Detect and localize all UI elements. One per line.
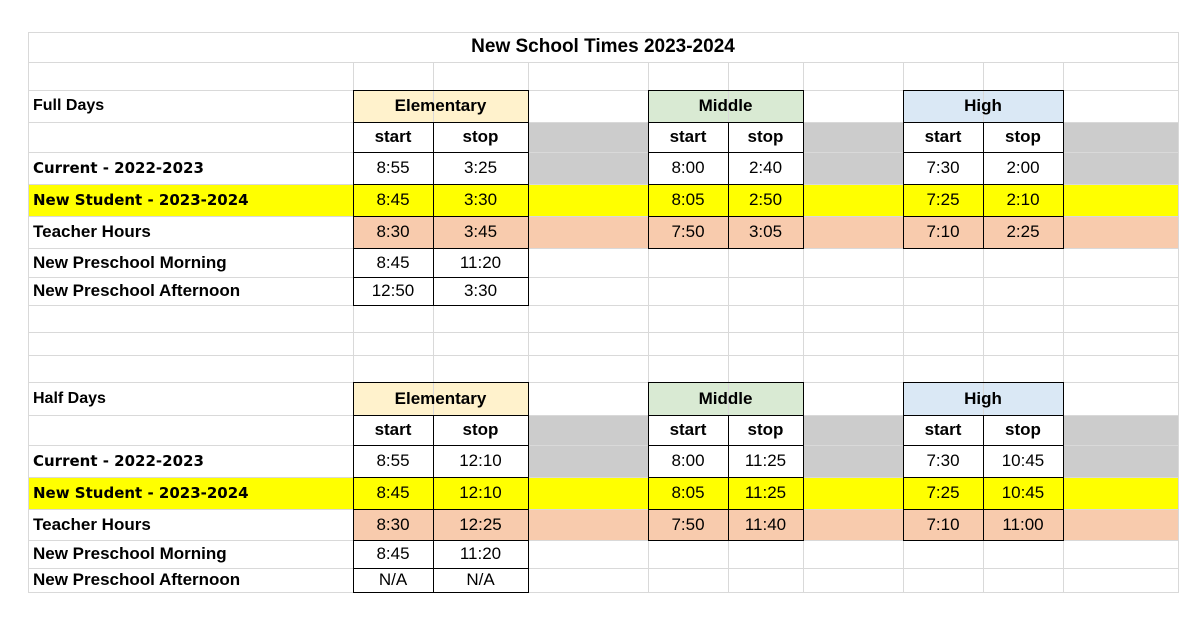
school-times-sheet bbox=[28, 32, 1178, 592]
elementary-start-time: N/A bbox=[378, 570, 408, 589]
horizontal-gridline bbox=[28, 355, 1179, 356]
middle-start-time: 8:05 bbox=[671, 190, 705, 209]
row-label: New Student - 2023-2024 bbox=[33, 191, 249, 209]
high-stop-time: 10:45 bbox=[1001, 483, 1045, 502]
row-label: Current - 2022-2023 bbox=[33, 159, 204, 177]
vertical-gridline bbox=[528, 62, 529, 592]
elementary-start-time: 8:30 bbox=[376, 222, 410, 241]
stop-header: stop bbox=[747, 127, 784, 146]
high-start-time: 7:25 bbox=[926, 190, 960, 209]
elementary-start-time: 8:45 bbox=[376, 190, 410, 209]
elementary-stop-time: 12:10 bbox=[459, 483, 502, 502]
group-header-middle: Middle bbox=[698, 96, 753, 115]
elementary-start-time: 8:45 bbox=[376, 483, 410, 502]
vertical-gridline bbox=[1063, 62, 1064, 592]
elementary-stop-time: 12:25 bbox=[459, 514, 502, 534]
gray-filler bbox=[803, 122, 903, 152]
middle-stop-time: 3:05 bbox=[748, 222, 783, 241]
group-header-elementary: Elementary bbox=[394, 388, 487, 408]
group-header-elementary: Elementary bbox=[394, 96, 487, 115]
horizontal-gridline bbox=[28, 305, 1179, 306]
gray-filler bbox=[803, 415, 903, 445]
stop-header: stop bbox=[1005, 420, 1041, 439]
section-label: Half Days bbox=[33, 389, 106, 407]
start-header: start bbox=[374, 420, 412, 439]
high-stop-time: 2:10 bbox=[1006, 190, 1040, 209]
start-header: start bbox=[924, 420, 962, 439]
middle-stop-time: 11:25 bbox=[744, 483, 787, 502]
middle-start-time: 7:50 bbox=[671, 222, 705, 241]
row-label: New Preschool Afternoon bbox=[33, 570, 241, 589]
stop-header: stop bbox=[747, 420, 784, 439]
row-label: Current - 2022-2023 bbox=[33, 452, 204, 470]
start-header: start bbox=[669, 127, 707, 146]
middle-stop-time: 2:40 bbox=[748, 158, 783, 177]
row-label: New Student - 2023-2024 bbox=[33, 484, 249, 502]
middle-stop-time: 11:25 bbox=[744, 451, 787, 470]
horizontal-gridline bbox=[28, 62, 1179, 63]
stop-header: stop bbox=[1005, 127, 1041, 146]
high-start-time: 7:10 bbox=[926, 514, 960, 534]
section-label: Full Days bbox=[33, 97, 105, 114]
high-start-time: 7:30 bbox=[926, 451, 960, 470]
elementary-stop-time: 11:20 bbox=[459, 252, 502, 272]
middle-start-time: 8:00 bbox=[671, 158, 705, 177]
gray-filler bbox=[1063, 152, 1178, 184]
high-start-time: 7:25 bbox=[926, 483, 960, 502]
group-header-middle: Middle bbox=[698, 388, 753, 408]
sheet-title: New School Times 2023-2024 bbox=[471, 36, 735, 57]
gray-filler bbox=[528, 415, 648, 445]
elementary-stop-time: 3:25 bbox=[463, 158, 498, 177]
horizontal-gridline bbox=[28, 592, 1179, 593]
stop-header: stop bbox=[462, 127, 499, 146]
high-stop-time: 10:45 bbox=[1001, 451, 1045, 470]
elementary-start-time: 8:55 bbox=[376, 451, 410, 470]
gray-filler bbox=[528, 152, 648, 184]
gray-filler bbox=[1063, 445, 1178, 477]
elementary-stop-time: 3:30 bbox=[463, 281, 498, 300]
start-header: start bbox=[924, 127, 962, 146]
middle-start-time: 8:00 bbox=[671, 451, 705, 470]
row-label: Teacher Hours bbox=[33, 514, 151, 534]
gray-filler bbox=[528, 445, 648, 477]
start-header: start bbox=[374, 127, 412, 146]
elementary-start-time: 12:50 bbox=[371, 281, 415, 300]
gray-filler bbox=[528, 122, 648, 152]
middle-start-time: 7:50 bbox=[671, 514, 705, 534]
elementary-stop-time: 3:45 bbox=[463, 222, 498, 241]
high-stop-time: 11:00 bbox=[1002, 514, 1044, 534]
elementary-start-time: 8:55 bbox=[376, 158, 410, 177]
high-stop-time: 2:00 bbox=[1006, 158, 1040, 177]
stop-header: stop bbox=[462, 420, 499, 439]
elementary-start-time: 8:45 bbox=[376, 252, 410, 272]
middle-stop-time: 2:50 bbox=[748, 190, 783, 209]
horizontal-gridline bbox=[28, 332, 1179, 333]
row-label: New Preschool Morning bbox=[33, 544, 227, 563]
row-label: Teacher Hours bbox=[33, 222, 151, 241]
high-start-time: 7:10 bbox=[926, 222, 960, 241]
vertical-gridline bbox=[803, 62, 804, 592]
vertical-gridline bbox=[1178, 32, 1179, 592]
middle-start-time: 8:05 bbox=[671, 483, 705, 502]
elementary-stop-time: 3:30 bbox=[463, 190, 498, 209]
high-start-time: 7:30 bbox=[926, 158, 960, 177]
group-header-high: High bbox=[964, 388, 1002, 408]
gray-filler bbox=[803, 152, 903, 184]
elementary-stop-time: 11:20 bbox=[459, 544, 502, 563]
elementary-stop-time: 12:10 bbox=[459, 451, 502, 470]
row-label: New Preschool Afternoon bbox=[33, 281, 241, 300]
elementary-stop-time: N/A bbox=[466, 570, 495, 589]
group-header-high: High bbox=[964, 96, 1002, 115]
elementary-start-time: 8:45 bbox=[376, 544, 410, 563]
row-label: New Preschool Morning bbox=[33, 252, 227, 272]
start-header: start bbox=[669, 420, 707, 439]
gray-filler bbox=[1063, 122, 1178, 152]
middle-stop-time: 11:40 bbox=[744, 514, 787, 534]
elementary-start-time: 8:30 bbox=[376, 514, 410, 534]
high-stop-time: 2:25 bbox=[1006, 222, 1040, 241]
gray-filler bbox=[803, 445, 903, 477]
gray-filler bbox=[1063, 415, 1178, 445]
